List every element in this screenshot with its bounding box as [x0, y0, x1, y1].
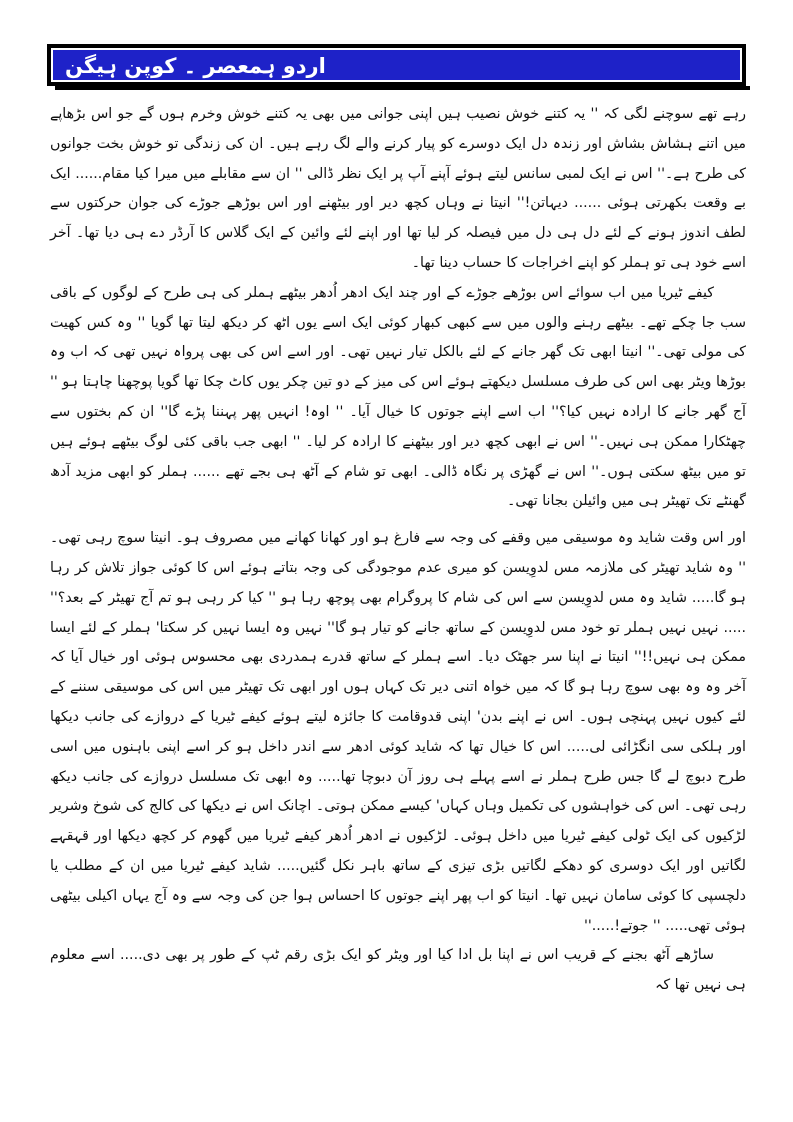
paragraph: ساڑھے آٹھ بجنے کے قریب اس نے اپنا بل ادا کیا اور ویٹر کو ایک بڑی رقم ٹپ کے طور پر بھی دی..... اسے معلوم ہی نہیں تھا کہ — [50, 947, 746, 994]
header-banner-inner — [51, 48, 742, 82]
header-banner — [47, 44, 746, 86]
magazine-title: اردو ہمعصر ۔ کوپن ہیگن — [65, 54, 326, 78]
paragraph: رہے تھے سوچنے لگی کہ '' یہ کتنے خوش نصیب ہیں اپنی جوانی میں بھی یہ کتنے خوش وخرم ہوں گے جو اس بڑھاپے میں اتنے ہشاش بشاش اور زندہ دل ایک دوسرے کو پیار کرنے والے لگ رہے ہیں۔ ان کی زندگی تو خوش بخت جوانوں کی طرح ہے۔'' اس نے ایک لمبی سانس لیتے ہوئے آپنے آپ پر ایک نظر ڈالی '' ان سے مقابلے میں میرا کیا مقام...... ایک بے وقعت بکھرتی ہوئی ...... دیہاتن!'' انیتا نے وہاں کچھ دیر اور بیٹھنے اور اس بوڑھے جوڑے کی جوان حرکتوں سے لطف اندوز ہونے کے لئے دل ہی دل میں فیصلہ کر لیا تھا اور اپنے لئے وائین کے ایک گلاس کا آرڈر دے ہی دیا تھا۔ آخر اسے خود ہی تو ہملر کو اپنے اخراجات کا حساب دینا تھا۔ — [50, 106, 746, 271]
article-body — [50, 100, 746, 1001]
paragraph: اور اس وقت شاید وہ موسیقی میں وقفے کی وجہ سے فارغ ہو اور کھانا کھانے میں مصروف ہو۔ انیتا سوچ رہی تھی۔ '' وہ شاید تھیٹر کی ملازمہ مس لدوِیسن کو میری عدم موجودگی کی وجہ بتاتے ہوئے اس کا کوئی جواز تلاش کر رہا ہو گا..... شاید وہ مس لدوِیسن سے اس کی شام کا پروگرام بھی پوچھ رہا ہو '' کیا کر رہی ہو تم آج تھیٹر کے بعد؟'' ..... نہیں نہیں ہملر تو خود مس لدوِیسن کے ساتھ جانے کو تیار ہو گا'' نہیں وہ ایسا نہیں کر سکتا' ہملر کے لئے ایسا ممکن ہی نہیں!!'' انیتا نے اپنا سر جھٹک دیا۔ اسے ہملر کے ساتھ قدرے ہمدردی بھی محسوس ہوئی اور خیال آیا کہ آخر وہ وہ بھی سوچ رہا ہو گا کہ میں خواہ اتنی دیر تک کہاں ہوں اور ابھی تک تھیٹر میں اس کی موسیقی سننے کے لئے کیوں نہیں پہنچی ہوں۔ اس نے اپنے بدن' اپنی قدوقامت کا جائزہ لیتے ہوئے کیفے ٹیریا کے دروازے کی جانب دیکھا اور ہلکی سی انگڑائی لی..... اس کا خیال تھا کہ شاید کوئی ادھر سے اندر داخل ہو کر اسے اپنی باہنوں میں اسی طرح دبوچ لے گا جس طرح ہملر نے اسے پہلے ہی روز آن دبوچا تھا..... وہ ابھی تک مسلسل دروازے کی جانب دیکھ رہی تھی۔ اس کی خواہشوں کی تکمیل وہاں کہاں' کیسے ممکن ہوتی۔ اچانک اس نے دیکھا کی کالج کی شوخ وشریر لڑکیوں کی ایک ٹولی کیفے ٹیریا میں داخل ہوئی۔ لڑکیوں نے ادھر اُدھر کیفے ٹیریا میں گھوم کر کچھ دیکھا اور قہقہے لگاتیں اور ایک دوسری کو دھکے لگاتیں بڑی تیزی کے ساتھ باہر نکل گئیں..... شاید کیفے ٹیریا میں ان کے مطلب یا دلچسپی کا کوئی سامان نہیں تھا۔ انیتا کو اب پھر اپنے جوتوں کا احساس ہوا جن کی وجہ سے وہ آج یہاں اکیلی بیٹھی ہوئی تھی..... '' جوتے!.....'' — [50, 530, 746, 934]
paragraph: کیفے ٹیریا میں اب سوائے اس بوڑھے جوڑے کے اور چند ایک ادھر اُدھر بیٹھے ہملر کی ہی طرح کے لوگوں کے باقی سب جا چکے تھے۔ بیٹھے رہنے والوں میں سے کبھی کبھار کوئی ایک اسے یوں اٹھ کر دیکھ لیتا تھا گویا '' وہ کس کھیت کی مولی تھی۔'' انیتا ابھی تک گھر جانے کے لئے بالکل تیار نہیں تھی۔ اور اسے اس کی بھی پرواہ نہیں تھی کہ اب وہ بوڑھا ویٹر بھی اس کی طرف مسلسل دیکھتے ہوئے اس کی میز کے دو تین چکر یوں کاٹ چکا تھا گویا پوچھنا چاہتا ہو '' آج گھر جانے کا ارادہ نہیں کیا؟'' اب اسے اپنے جوتوں کا خیال آیا۔ '' اوہ! انہیں پھر پہننا پڑے گا'' ان کم بختوں سے چھٹکارا ممکن ہی نہیں۔'' اس نے ابھی کچھ دیر اور بیٹھنے کا ارادہ کر لیا۔ '' ابھی جب باقی کئی لوگ بیٹھے ہوئے ہیں تو میں بیٹھ سکتی ہوں۔'' اس نے گھڑی پر نگاہ ڈالی۔ ابھی تو شام کے آٹھ ہی بجے تھے ...... ہملر کو ابھی مزید آدھ گھنٹے تک تھیٹر ہی میں وائیلن بجانا تھی۔ — [50, 284, 746, 510]
header-banner-shadow — [55, 86, 750, 90]
